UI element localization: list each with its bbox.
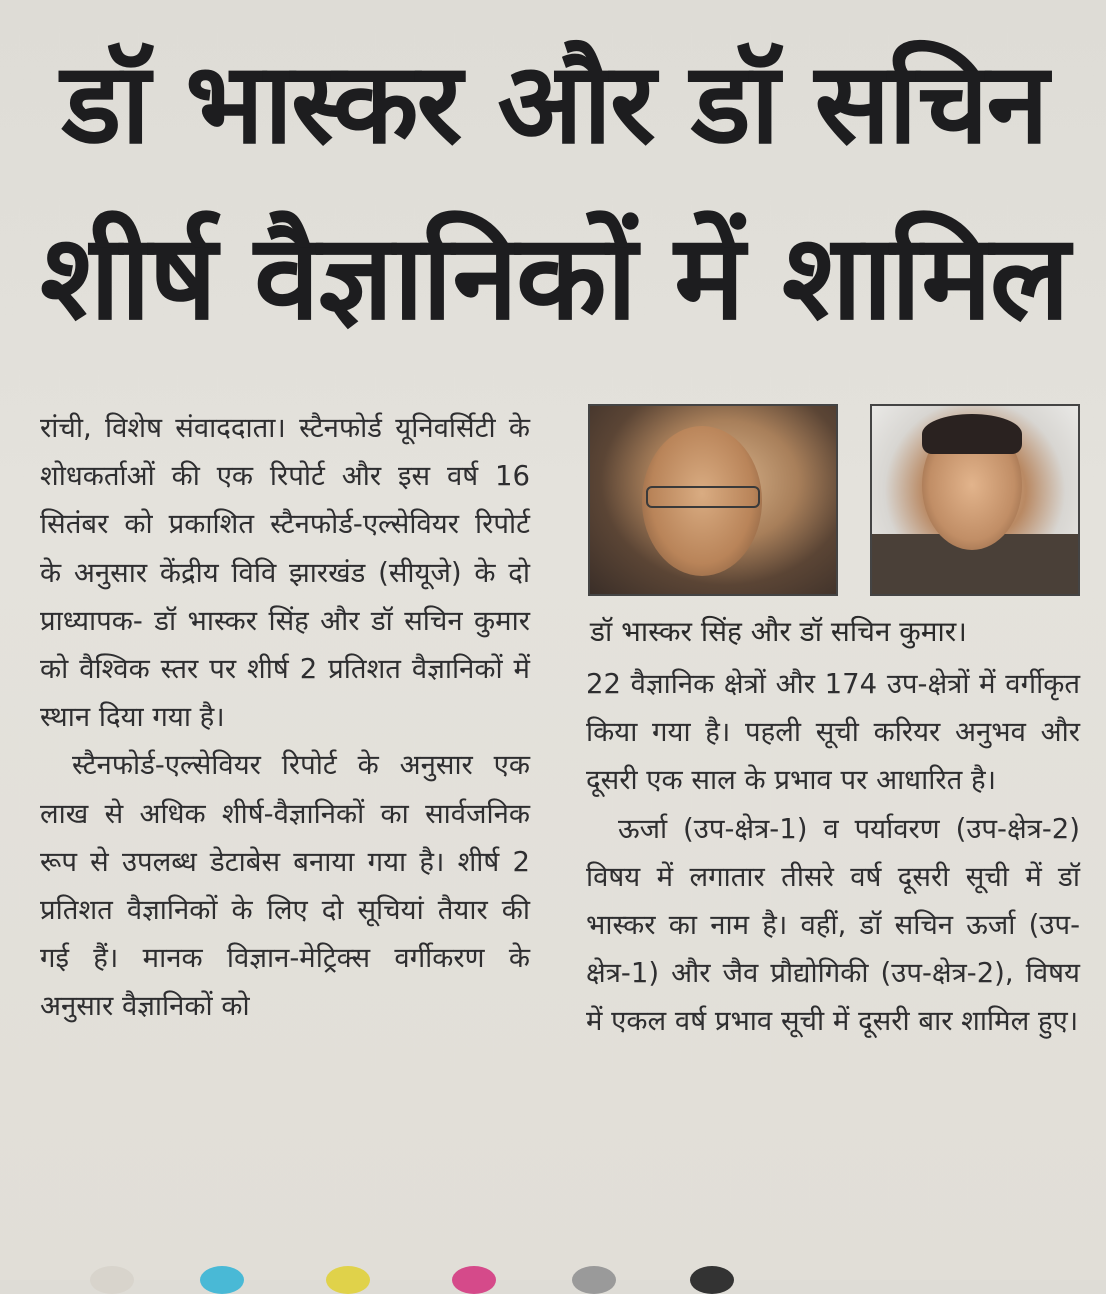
left-column <box>40 404 530 1031</box>
photo-caption: डॉ भास्कर सिंह और डॉ सचिन कुमार। <box>590 615 967 648</box>
left-paragraph-1: रांची, विशेष संवाददाता। स्टैनफोर्ड यूनिवर्सिटी के शोधकर्ताओं की एक रिपोर्ट और इस वर्ष 16 सितंबर को प्रकाशित स्टैनफोर्ड-एल्सेवियर रिपोर्ट के अनुसार केंद्रीय विवि झारखंड (सीयूजे) के दो प्राध्यापक- डॉ भास्कर सिंह और डॉ सचिन कुमार को वैश्विक स्तर पर शीर्ष 2 प्रतिशत वैज्ञानिकों में स्थान दिया गया है। <box>40 412 530 734</box>
registration-dot <box>690 1266 734 1294</box>
registration-dot <box>572 1266 616 1294</box>
photo-dr-sachin <box>870 404 1080 596</box>
right-column <box>586 660 1080 1046</box>
left-paragraph-2: स्टैनफोर्ड-एल्सेवियर रिपोर्ट के अनुसार एक लाख से अधिक शीर्ष-वैज्ञानिकों का सार्वजनिक रूप से उपलब्ध डेटाबेस बनाया गया है। शीर्ष 2 प्रतिशत वैज्ञानिकों के लिए दो सूचियां तैयार की गई हैं। मानक विज्ञान-मेट्रिक्स वर्गीकरण के अनुसार वैज्ञानिकों को <box>40 749 530 1023</box>
registration-dot <box>452 1266 496 1294</box>
registration-marks <box>0 1258 1106 1280</box>
registration-dot <box>200 1266 244 1294</box>
right-paragraph-2: ऊर्जा (उप-क्षेत्र-1) व पर्यावरण (उप-क्षेत्र-2) विषय में लगातार तीसरे वर्ष दूसरी सूची में डॉ भास्कर का नाम है। वहीं, डॉ सचिन ऊर्जा (उप-क्षेत्र-1) और जैव प्रौद्योगिकी (उप-क्षेत्र-2), विषय में एकल वर्ष प्रभाव सूची में दूसरी बार शामिल हुए। <box>586 812 1080 1038</box>
right-paragraph-1: 22 वैज्ञानिक क्षेत्रों और 174 उप-क्षेत्रों में वर्गीकृत किया गया है। पहली सूची करियर अनुभव और दूसरी एक साल के प्रभाव पर आधारित है। <box>586 668 1080 797</box>
headline-line-1: डॉ भास्कर और डॉ सचिन <box>61 39 1047 169</box>
registration-dot <box>326 1266 370 1294</box>
photo-dr-bhaskar <box>588 404 838 596</box>
headline-line-2: शीर्ष वैज्ञानिकों में शामिल <box>40 208 1068 346</box>
registration-dot <box>90 1266 134 1294</box>
